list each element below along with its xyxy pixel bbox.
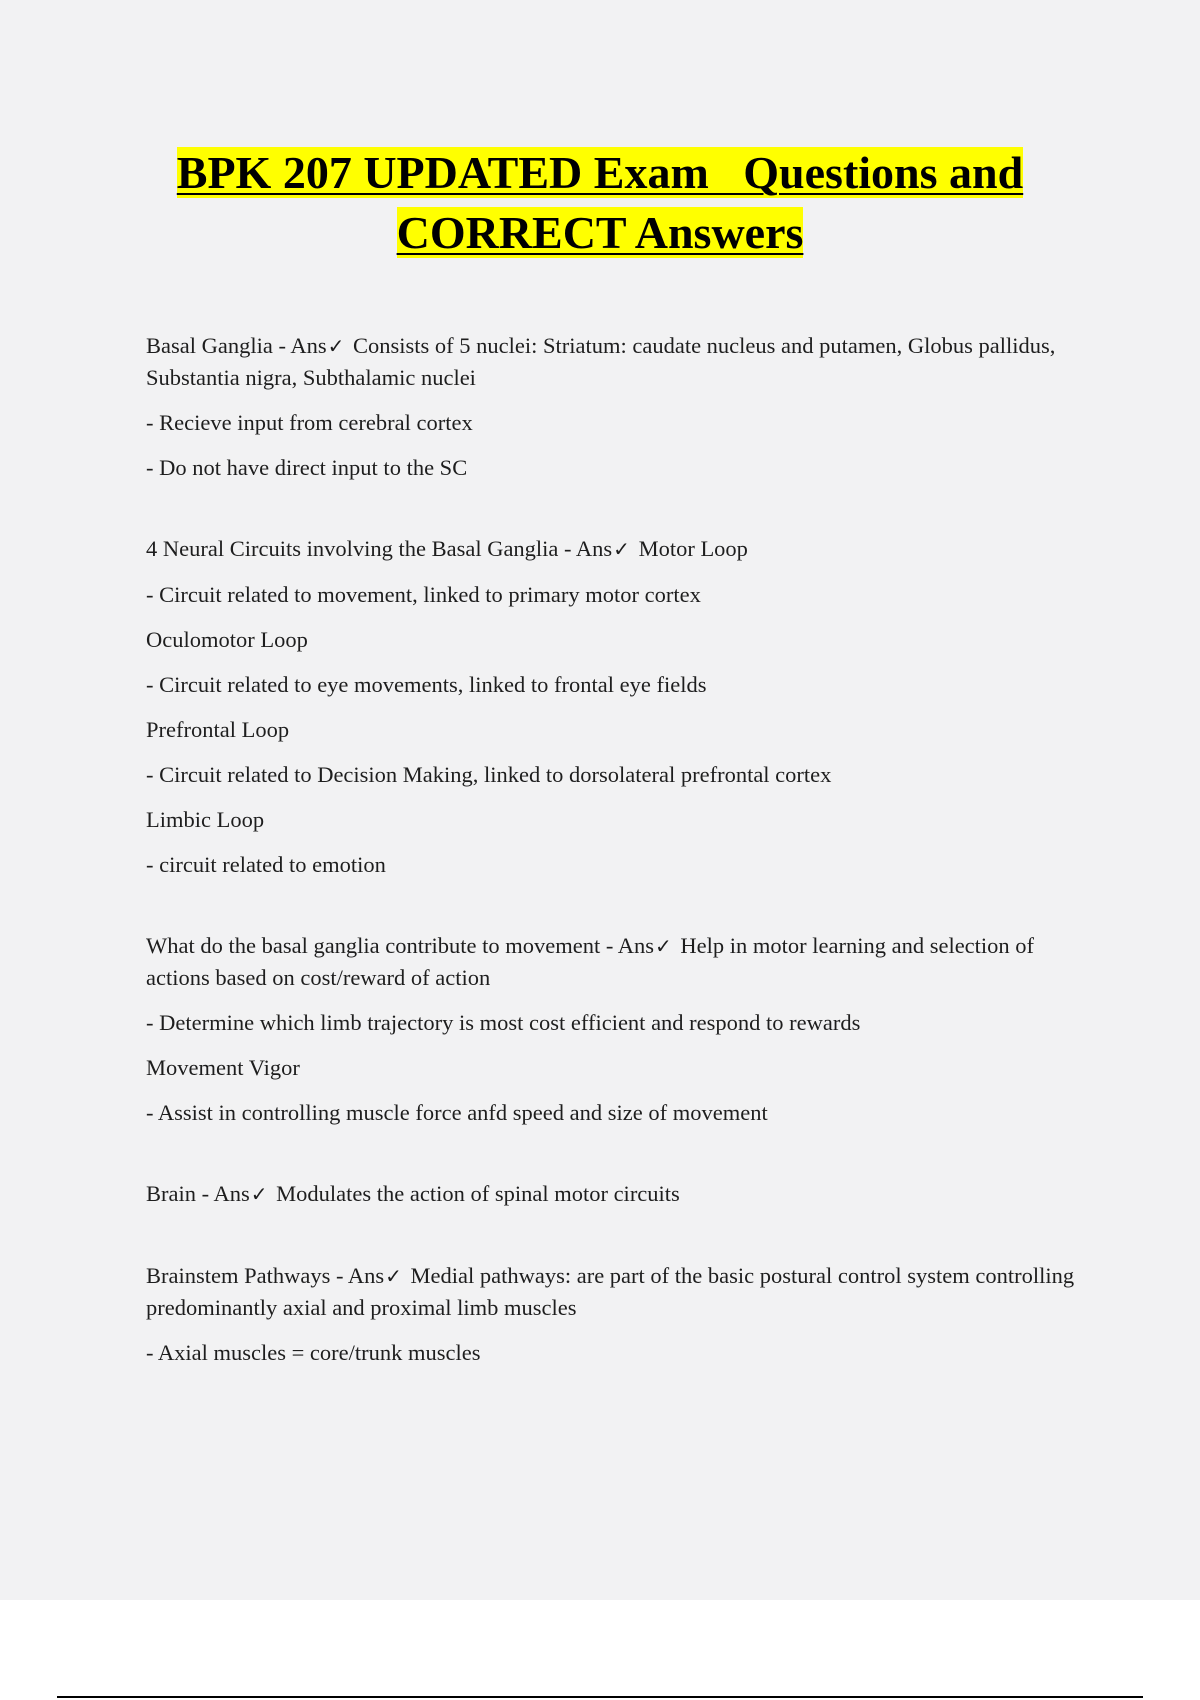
checkmark-icon: ✓ [385, 1264, 402, 1288]
qa-question-line [146, 1178, 1086, 1210]
question-text: What do the basal ganglia contribute to movement - Ans [146, 933, 654, 958]
answer-detail-line: Oculomotor Loop [146, 627, 308, 652]
checkmark-icon: ✓ [655, 934, 672, 958]
question-text: Brain - Ans [146, 1181, 250, 1206]
document-body [146, 330, 1086, 1418]
answer-detail-line: - Axial muscles = core/trunk muscles [146, 1340, 481, 1365]
answer-detail-line: Movement Vigor [146, 1055, 300, 1080]
page-footer [0, 1600, 1200, 1700]
footer-divider [57, 1696, 1143, 1698]
checkmark-icon: ✓ [613, 537, 630, 561]
question-text: Basal Ganglia - Ans [146, 333, 327, 358]
qa-item [146, 330, 1086, 483]
checkmark-icon: ✓ [250, 1182, 268, 1206]
answer-text: Consists of 5 nuclei: Striatum: caudate nucleus and putamen, Globus pallidus, Substantia nigra, Subthalamic nuclei [146, 333, 1056, 390]
answer-detail-line: - Determine which limb trajectory is most cost efficient and respond to rewards [146, 1010, 861, 1035]
answer-detail-line: - Recieve input from cerebral cortex [146, 410, 473, 435]
checkmark-icon: ✓ [327, 334, 345, 358]
document-title [0, 143, 1200, 263]
title-line-1: BPK 207 UPDATED Exam Questions and [176, 147, 1024, 198]
answer-detail-line: - Do not have direct input to the SC [146, 455, 468, 480]
answer-detail-line: - Circuit related to Decision Making, linked to dorsolateral prefrontal cortex [146, 762, 832, 787]
qa-question-line [146, 330, 1086, 393]
qa-item [146, 1178, 1086, 1210]
title-line-2: CORRECT Answers [396, 207, 804, 258]
answer-text: Motor Loop [632, 536, 748, 561]
answer-detail-line: Prefrontal Loop [146, 717, 290, 742]
answer-detail-line: - Circuit related to movement, linked to primary motor cortex [146, 582, 701, 607]
qa-question-line [146, 533, 1086, 565]
qa-question-line [146, 1260, 1086, 1323]
answer-text: Modulates the action of spinal motor circuits [270, 1181, 680, 1206]
answer-text: Medial pathways: are part of the basic postural control system controlling predominantly axial and proximal limb muscles [146, 1263, 1075, 1320]
qa-item [146, 1260, 1086, 1368]
answer-text: Help in motor learning and selection of actions based on cost/reward of action [146, 933, 1035, 990]
qa-question-line [146, 930, 1086, 993]
qa-item [146, 533, 1086, 880]
answer-detail-line: - Circuit related to eye movements, linked to frontal eye fields [146, 672, 707, 697]
answer-detail-line: - circuit related to emotion [146, 852, 386, 877]
qa-item [146, 930, 1086, 1128]
question-text: 4 Neural Circuits involving the Basal Ganglia - Ans [146, 536, 613, 561]
answer-detail-line: - Assist in controlling muscle force anfd speed and size of movement [146, 1100, 768, 1125]
answer-detail-line: Limbic Loop [146, 807, 265, 832]
question-text: Brainstem Pathways - Ans [146, 1263, 385, 1288]
